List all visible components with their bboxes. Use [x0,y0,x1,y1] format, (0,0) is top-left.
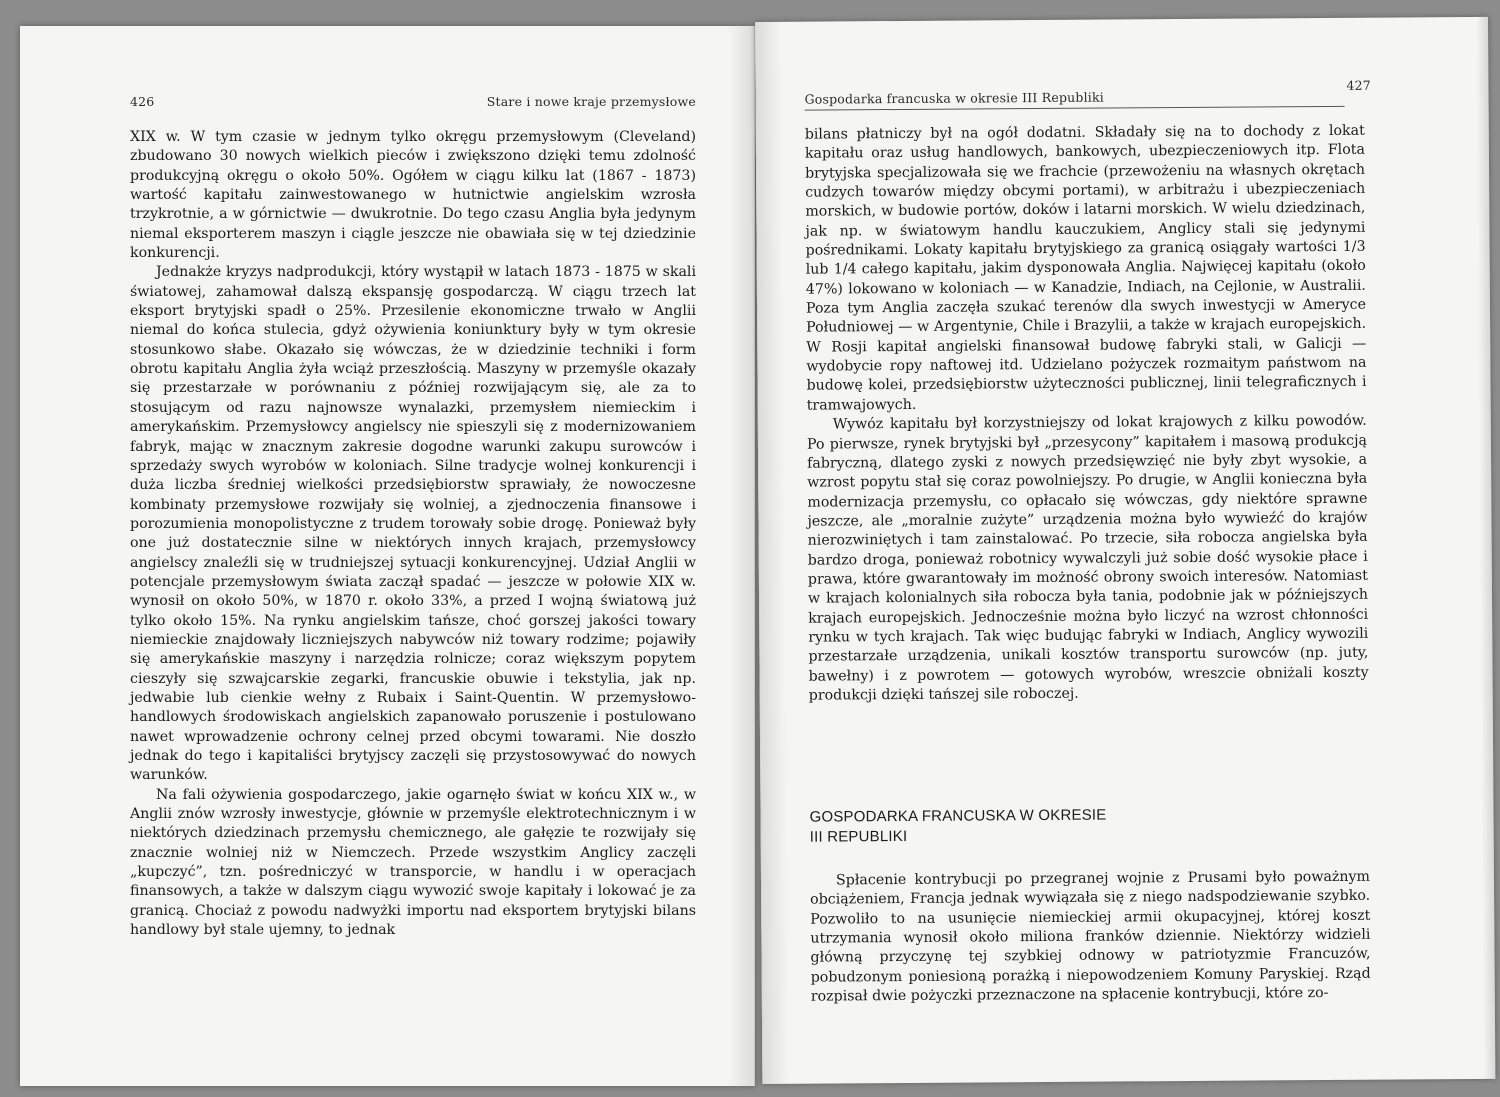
left-running-head [130,94,696,114]
page-number: 426 [130,94,155,109]
paragraph: Jednakże kryzys nadprodukcji, który wystąpił w latach 1873 - 1875 w skali światowej, zahamował dalszą ekspansję gospodarczą. W ciągu trzech lat eksport brytyjski spadł o 25%. Przesilenie ekonomiczne trwało w Anglii niemal do końca stulecia, gdyż ożywienia koniunktury były w tym okresie stosunkowo słabe. Okazało się wówczas, że w dziedzinie techniki i form obrotu kapitału Anglia żyła wciąż przeszłością. Maszyny w przemyśle okazały się przestarzałe w porównaniu z później rozwijającym się, ale za to stosującym od razu najnowsze wynalazki, przemysłem niemieckim i amerykańskim. Przemysłowcy angielscy nie spieszyli się z modernizowaniem fabryk, mając w znacznym zakresie dogodne warunki zakupu surowców i sprzedaży swych wyrobów w koloniach. Silne tradycje wolnej konkurencji i duża liczba średniej wielkości przedsiębiorstw sprawiały, że nowoczesne kombinaty przemysłowe rozwijały się wolniej, a zjednoczenia finansowe i porozumienia monopolistyczne z trudem torowały sobie drogę. Ponieważ były one już dostatecznie silne w niektórych innych krajach, przemysłowcy angielscy znaleźli się w trudniejszej sytuacji konkurencyjnej. Udział Anglii w potencjale przemysłowym świata zaczął spadać — jeszcze w połowie XIX w. wynosił on około 50%, w 1870 r. około 33%, a przed I wojną światową już tylko około 15%. Na rynku angielskim tańsze, choć gorszej jakości towary niemieckie znajdowały liczniejszych nabywców niż towary rodzime; pojawiły się amerykańskie maszyny i narzędzia rolnicze; coraz większym popytem cieszyły się szwajcarskie zegarki, francuskie obuwie i tekstylia, jak np. jedwabie lub cienkie wełny z Rubaix i Saint-Quentin. W przemysłowo-handlowych środowiskach angielskich zapanowało poruszenie i postulowano nawet wprowadzenie ochrony celnej przed obcymi towarami. Nie doszło jednak do tego i kapitaliści brytyjscy zaczęli się przystosowywać do nowych warunków. [130,264,696,784]
section-heading [809,805,1209,848]
paragraph: Wywóz kapitału był korzystniejszy od lokat krajowych z kilku powodów. Po pierwsze, rynek brytyjski był „przesycony” kapitałem i masową produkcją fabryczną, dlatego zyski z nowych przedsięwzięć nie były zbyt wysokie, a wzrost popytu stał się coraz powolniejszy. Po drugie, w Anglii konieczna była modernizacja przemysłu, co opłacało się wówczas, gdy niektóre sprawne jeszcze, ale „moralnie zużyte” urządzenia można było wywieźć do krajów nierozwiniętych i tam zainstalować. Po trzecie, siła robocza angielska była bardzo droga, ponieważ robotnicy wywalczyli już sobie dość wysokie płace i prawa, które gwarantowały im możność obrony swoich interesów. Natomiast w krajach kolonialnych siła robocza była tania, podobnie jak w późniejszych krajach europejskich. Jednocześnie można było liczyć na wzrost chłonności rynku w tych krajach. Tak więc budując fabryki w Indiach, Anglicy wywozili przestarzałe urządzenia, unikali kosztów transportu surowców (np. juty, bawełny) i z powrotem — gotowych wyrobów, wreszcie obniżali koszty produkcji dzięki tańszej sile roboczej. [806,412,1369,704]
right-body-text-upper [805,122,1369,706]
running-title: Stare i nowe kraje przemysłowe [486,94,696,109]
section-heading-line: III REPUBLIKI [809,827,908,846]
running-title: Gospodarka francuska w okresie III Republiki [804,89,1104,107]
right-running-head [804,77,1371,111]
gutter-shadow [756,22,789,1084]
gutter-shadow [728,26,754,1086]
paragraph: bilans płatniczy był na ogół dodatni. Składały się na to dochody z lokat kapitału oraz usług handlowych, bankowych, ubezpieczeniowych itp. Flota brytyjska specjalizowała się we frachcie (przewożeniu na własnych okrętach cudzych towarów między obcymi portami), w arbitrażu i ubezpieczeniach morskich, w budowie portów, doków i latarni morskich. W wielu dziedzinach, jak np. w światowym handlu kauczukiem, Anglicy stali się jedynymi pośrednikami. Lokaty kapitału brytyjskiego za granicą osiągały wartości 1/3 lub 1/4 całego kapitału, jakim dysponowała Anglia. Najwięcej kapitału (około 47%) lokowano w koloniach — w Kanadzie, Indiach, na Cejlonie, w Australii. Poza tym Anglia zaczęła szukać terenów dla swych inwestycji w Ameryce Południowej — w Argentynie, Chile i Brazylii, a także w krajach europejskich. W Rosji kapitał angielski finansował budowę fabryki stali, w Galicji — wydobycie ropy naftowej itd. Udzielano pożyczek rozmaitym państwom na budowę kolei, przedsiębiorstw użyteczności publicznej, linii telegraficznych i tramwajowych. [804,122,1367,414]
left-page [20,26,755,1086]
right-page [755,17,1495,1084]
paragraph: Spłacenie kontrybucji po przegranej wojnie z Prusami było poważnym obciążeniem, Francja jednak wywiązała się z niego nadspodziewanie szybko. Pozwoliło to na usunięcie niemieckiej armii okupacyjnej, której koszt utrzymania wynosił około miliona franków dziennie. Niektórzy widzieli główną przyczynę tej szybkiej odnowy w patriotyzmie Francuzów, pobudzonym poniesioną porażką i niepowodzeniem Komuny Paryskiej. Rząd rozpisał dwie pożyczki przeznaczone na spłacenie kontrybucji, które zo- [810,868,1371,1005]
right-body-text-lower [810,868,1371,1007]
section-heading-line: GOSPODARKA FRANCUSKA W OKRESIE [809,806,1107,826]
left-body-text [130,128,696,940]
page-number: 427 [1346,77,1371,93]
paragraph: Na fali ożywienia gospodarczego, jakie ogarnęło świat w końcu XIX w., w Anglii znów wzrosły inwestycje, głównie w przemyśle elektrotechnicznym i w niektórych dziedzinach przemysłu chemicznego, ale gałęzie te rozwijały się znacznie wolniej niż w Niemczech. Przede wszystkim Anglicy zaczęli „kupczyć”, tzn. pośredniczyć w transporcie, w handlu i w operacjach finansowych, a także w dalszym ciągu wywozić swoje kapitały i lokować je za granicą. Chociaż z powodu nadwyżki importu nad eksportem brytyjski bilans handlowy był stale ujemny, to jednak [130,786,696,939]
paragraph: XIX w. W tym czasie w jednym tylko okręgu przemysłowym (Cleveland) zbudowano 30 nowych wielkich pieców i zwiększono dzięki temu zdolność produkcyjną okręgu o około 50%. Ogółem w ciągu kilku lat (1867 - 1873) wartość kapitału zainwestowanego w hutnictwie angielskim wzrosła trzykrotnie, a w górnictwie — dwukrotnie. Do tego czasu Anglia była jedynym niemal eksporterem maszyn i ciągle jeszcze nie obawiała się w tej dziedzinie konkurencji. [130,129,696,262]
